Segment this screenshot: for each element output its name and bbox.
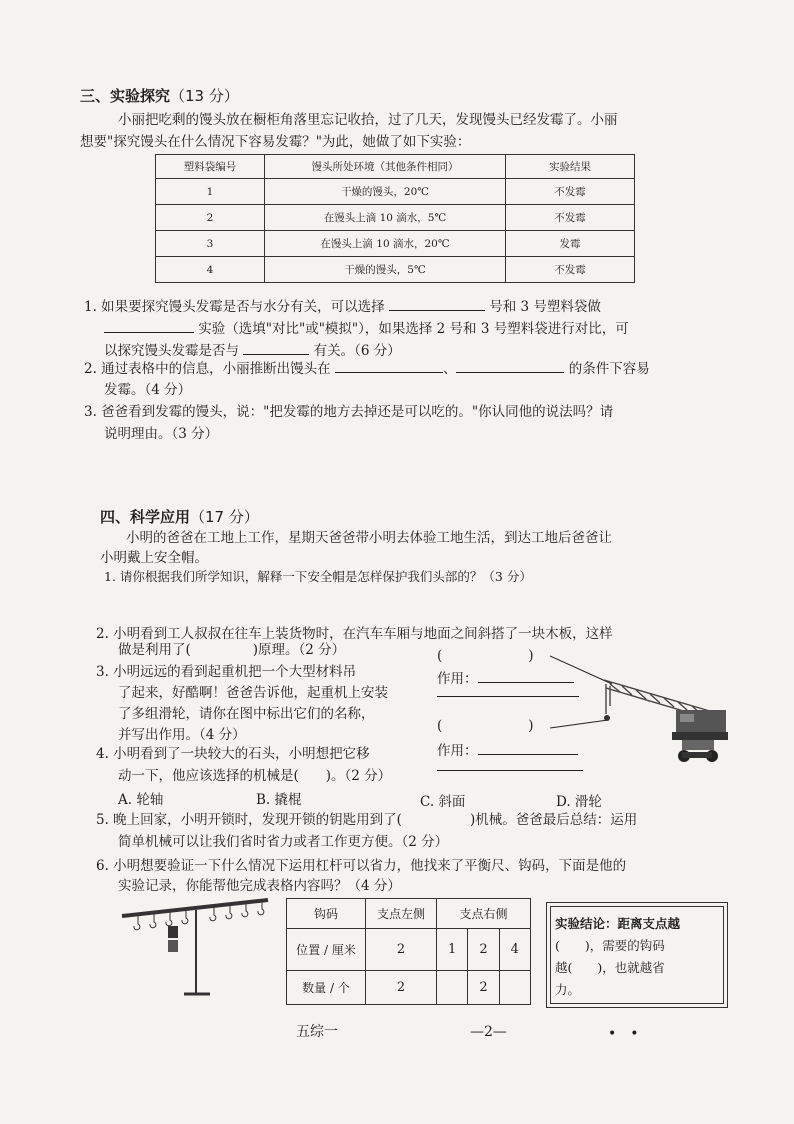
- s4-question-5: 5. 晚上回家，小明开锁时，发现开锁的钥匙用到了( )机械。爸爸最后总结：运用: [96, 812, 638, 828]
- option-c[interactable]: C. 斜面: [420, 794, 466, 810]
- table-cell: 4: [156, 257, 265, 283]
- answer-blank[interactable]: [389, 296, 485, 311]
- s3-question-1-line2: 实验（选填"对比"或"模拟"），如果选择 2 号和 3 号塑料袋进行对比，可: [104, 318, 629, 340]
- section3-intro-line2: 想要"探究馒头在什么情况下容易发霉？"为此，她做了如下实验：: [80, 134, 471, 150]
- table-cell: 干燥的馒头，5℃: [265, 257, 506, 283]
- option-b[interactable]: B. 撬棍: [256, 792, 302, 808]
- s4-question-3-line3: 了多组滑轮，请你在图中标出它们的名称，: [118, 706, 375, 722]
- conclusion-box: [546, 902, 728, 1008]
- table-cell: 干燥的馒头，20℃: [265, 179, 506, 205]
- answer-line[interactable]: [437, 770, 583, 771]
- s4-question-4-line2: 动一下，他应该选择的机械是( )。（2 分）: [118, 768, 392, 784]
- table-cell: 数量 / 个: [287, 971, 366, 1005]
- s4-question-1: 1. 请你根据我们所学知识，解释一下安全帽是怎样保护我们头部的？（3 分）: [104, 569, 532, 584]
- section4-intro-line1: 小明的爸爸在工地上工作，星期天爸爸带小明去体验工地生活，到达工地后爸爸让: [126, 530, 612, 546]
- table-row: [156, 179, 635, 205]
- s4-question-3: 3. 小明远远的看到起重机把一个大型材料吊: [96, 664, 357, 680]
- table-cell[interactable]: 2: [366, 971, 437, 1005]
- table-cell[interactable]: [499, 971, 530, 1005]
- answer-blank[interactable]: [456, 358, 564, 373]
- conclusion-line: 力。: [555, 982, 581, 997]
- table-cell: 2: [366, 929, 437, 971]
- table-cell[interactable]: [437, 971, 468, 1005]
- table-cell: 1: [156, 179, 265, 205]
- table-row: [156, 257, 635, 283]
- crane-use-1: 作用：: [437, 668, 574, 690]
- s3-question-2: 2. 通过表格中的信息，小丽推断出馒头在 、 的条件下容易: [84, 358, 650, 380]
- table-row: [287, 971, 531, 1005]
- footer-code: 五综一: [296, 1024, 338, 1040]
- s4-question-6-line2: 实验记录，你能帮他完成表格内容吗？（4 分）: [118, 878, 401, 894]
- table-row: [287, 929, 531, 971]
- crane-use-2: 作用：: [437, 740, 578, 762]
- s4-question-6: 6. 小明想要验证一下什么情况下运用杠杆可以省力，他找来了平衡尺、钩码，下面是他的: [96, 858, 627, 874]
- mantou-experiment-table: [155, 154, 635, 283]
- answer-blank[interactable]: [243, 340, 309, 355]
- lever-experiment-table: [286, 898, 531, 1005]
- table-header: 支点左侧: [366, 899, 437, 929]
- table-row: [156, 205, 635, 231]
- section4-intro-line2: 小明戴上安全帽。: [100, 550, 208, 566]
- table-cell: 1: [437, 929, 468, 971]
- table-cell: 2: [468, 929, 499, 971]
- table-cell: 2: [468, 971, 499, 1005]
- crane-label-2[interactable]: ( ): [437, 718, 534, 734]
- answer-blank[interactable]: [104, 318, 194, 333]
- option-a[interactable]: A. 轮轴: [118, 792, 164, 808]
- s4-question-3-line4: 并写出作用。（4 分）: [118, 727, 246, 743]
- s4-question-2: 2. 小明看到工人叔叔在往车上装货物时，在汽车车厢与地面之间斜搭了一块木板，这样: [96, 626, 613, 642]
- footer-dots: • •: [608, 1026, 639, 1042]
- table-header: 馒头所处环境（其他条件相同）: [265, 155, 506, 179]
- s3-question-2-line2: 发霉。（4 分）: [104, 382, 192, 398]
- table-cell: 在馒头上滴 10 滴水，5℃: [265, 205, 506, 231]
- conclusion-line: 越( )，也就越省: [555, 960, 665, 975]
- conclusion-line: 实验结论：距离支点越: [555, 916, 681, 931]
- table-header: 实验结果: [506, 155, 635, 179]
- table-cell: 位置 / 厘米: [287, 929, 366, 971]
- crane-label-1[interactable]: ( ): [437, 648, 534, 664]
- s3-question-3-line2: 说明理由。（3 分）: [104, 426, 219, 442]
- s4-question-2-line2: 做是利用了( )原理。（2 分）: [118, 642, 346, 658]
- table-cell: 2: [156, 205, 265, 231]
- s3-question-1: 1. 如果要探究馒头发霉是否与水分有关，可以选择 号和 3 号塑料袋做: [84, 296, 601, 318]
- s4-question-3-line2: 了起来，好酷啊！爸爸告诉他，起重机上安装: [118, 685, 388, 701]
- table-cell: 4: [499, 929, 530, 971]
- table-cell: 3: [156, 231, 265, 257]
- table-cell: 不发霉: [506, 257, 635, 283]
- s4-question-5-line2: 简单机械可以让我们省时省力或者工作更方便。（2 分）: [118, 834, 449, 850]
- table-header: 钩码: [287, 899, 366, 929]
- s3-question-1-line3: 以探究馒头发霉是否与 有关。（6 分）: [104, 340, 401, 362]
- option-d[interactable]: D. 滑轮: [556, 794, 602, 810]
- page-number: —2—: [470, 1024, 507, 1040]
- section3-title: 三、实验探究（13 分）: [80, 87, 239, 105]
- table-cell: 发霉: [506, 231, 635, 257]
- balance-lever-illustration: [118, 896, 278, 1006]
- table-row: [156, 231, 635, 257]
- section3-intro-line1: 小丽把吃剩的馒头放在橱柜角落里忘记收拾，过了几天，发现馒头已经发霉了。小丽: [118, 112, 618, 128]
- table-cell: 在馒头上滴 10 滴水，20℃: [265, 231, 506, 257]
- s3-question-3: 3. 爸爸看到发霉的馒头，说："把发霉的地方去掉还是可以吃的。"你认同他的说法吗？请: [84, 404, 614, 420]
- table-header: 支点右侧: [437, 899, 531, 929]
- conclusion-line: ( )，需要的钩码: [555, 938, 665, 953]
- table-cell: 不发霉: [506, 179, 635, 205]
- table-cell: 不发霉: [506, 205, 635, 231]
- crane-illustration: [550, 648, 730, 764]
- section4-title: 四、科学应用（17 分）: [100, 508, 259, 526]
- answer-blank[interactable]: [335, 358, 443, 373]
- s4-question-4: 4. 小明看到了一块较大的石头，小明想把它移: [96, 746, 370, 762]
- table-header: 塑料袋编号: [156, 155, 265, 179]
